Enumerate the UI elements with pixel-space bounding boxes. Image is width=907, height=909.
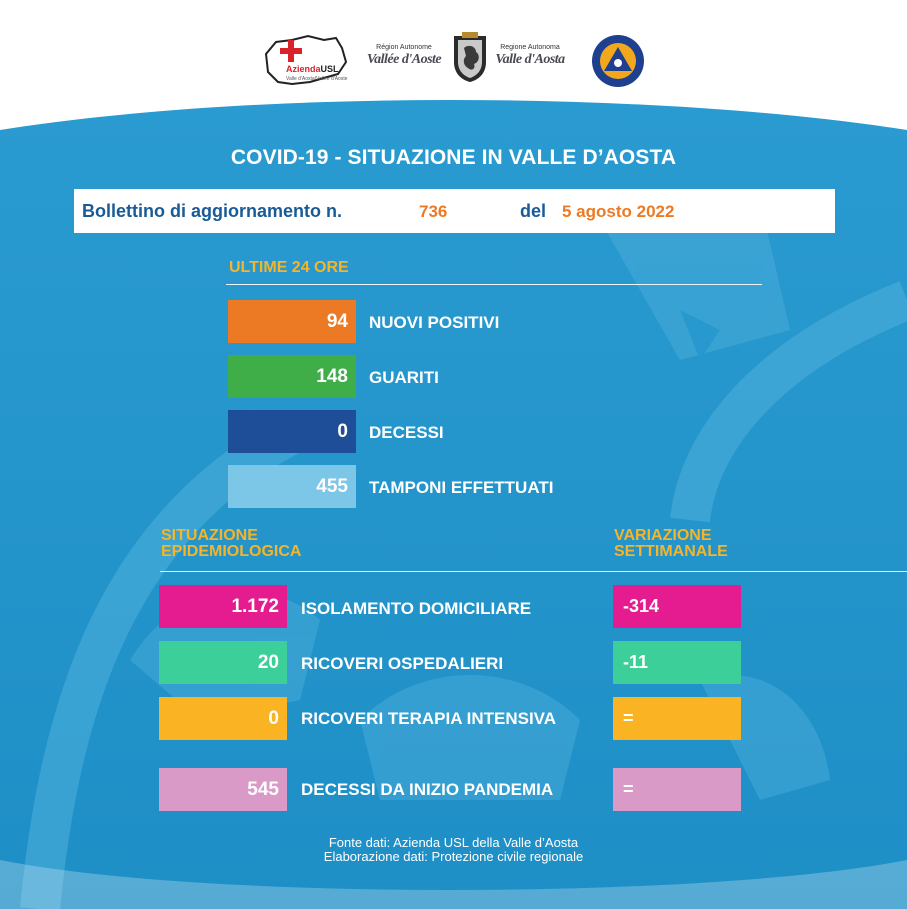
icu-value: 0 <box>159 697 287 740</box>
new-positives-label: NUOVI POSITIVI <box>369 313 500 332</box>
source-line-2: Elaborazione dati: Protezione civile regionale <box>323 849 584 864</box>
hospitalized-value: 20 <box>159 641 287 684</box>
data-source <box>0 836 907 864</box>
hospitalized-variation: -11 <box>613 641 741 684</box>
region-logo-right: Regione Autonoma Valle d'Aosta <box>495 44 565 67</box>
hospitalized-label: RICOVERI OSPEDALIERI <box>301 654 504 673</box>
new-positives-value: 94 <box>228 300 356 343</box>
bulletin-bar <box>74 189 835 233</box>
recovered-value: 148 <box>228 355 356 398</box>
swabs-value: 455 <box>228 465 356 508</box>
protezione-civile-logo <box>588 33 648 89</box>
home-isolation-variation: -314 <box>613 585 741 628</box>
usl-name: AziendaUSL <box>286 64 339 74</box>
swabs-label: TAMPONI EFFETTUATI <box>369 478 554 497</box>
weekly-variation-heading: VARIAZIONE SETTIMANALE <box>614 527 728 560</box>
deaths-value: 0 <box>228 410 356 453</box>
total-deaths-value: 545 <box>159 768 287 811</box>
total-deaths-variation: = <box>613 768 741 811</box>
usl-subtitle: Valle d'Aosta/Vallée d'Aoste <box>286 76 348 82</box>
home-isolation-value: 1.172 <box>159 585 287 628</box>
deaths-label: DECESSI <box>369 423 444 442</box>
epi-divider <box>160 571 907 572</box>
last24-divider <box>226 284 762 285</box>
bulletin-date: 5 agosto 2022 <box>562 202 675 221</box>
recovered-label: GUARITI <box>369 368 439 387</box>
logos-header <box>0 0 907 100</box>
total-deaths-label: DECESSI DA INIZIO PANDEMIA <box>301 780 554 799</box>
region-logo-left: Région Autonome Vallée d'Aoste <box>366 44 442 67</box>
home-isolation-label: ISOLAMENTO DOMICILIARE <box>301 599 532 618</box>
azienda-usl-logo <box>262 32 348 94</box>
bulletin-del-label: del <box>520 201 547 221</box>
source-line-1: Fonte dati: Azienda USL della Valle d’Aosta <box>328 835 579 850</box>
bulletin-number: 736 <box>419 202 448 221</box>
last24-heading: ULTIME 24 ORE <box>229 259 349 276</box>
lion-shield-icon <box>450 32 490 84</box>
page-title: COVID-19 - SITUAZIONE IN VALLE D’AOSTA <box>230 146 677 169</box>
bulletin-label: Bollettino di aggiornamento n. <box>82 201 342 221</box>
icu-label: RICOVERI TERAPIA INTENSIVA <box>301 709 557 728</box>
usl-map-icon <box>262 32 348 94</box>
icu-variation: = <box>613 697 741 740</box>
epi-heading: SITUAZIONE EPIDEMIOLOGICA <box>161 527 302 560</box>
